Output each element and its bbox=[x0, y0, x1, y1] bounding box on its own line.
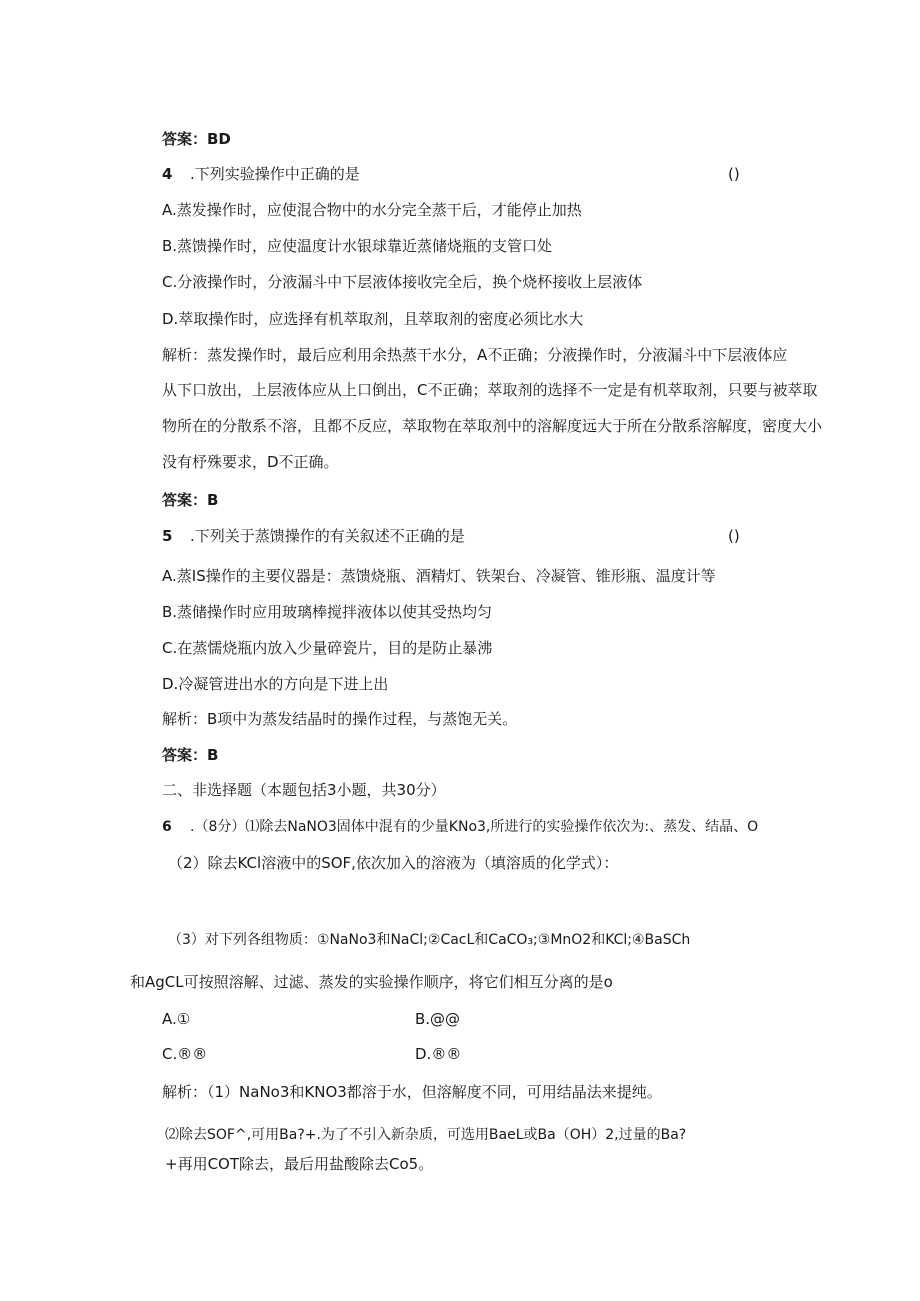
question-6-option-b: B.@@ bbox=[415, 1010, 461, 1028]
question-6-option-d: D.®® bbox=[415, 1045, 462, 1063]
question-6-line-1 bbox=[162, 816, 758, 838]
question-5-option-c: C.在蒸懦烧瓶内放入少量碎瓷片，目的是防止暴沸 bbox=[162, 639, 493, 657]
question-5-analysis: 解析：B项中为蒸发结晶时的操作过程，与蒸饱无关。 bbox=[162, 710, 518, 728]
question-4-analysis-line-3: 物所在的分散系不溶，且都不反应，萃取物在萃取剂中的溶解度远大于所在分散系溶解度，密度大小 bbox=[162, 417, 823, 435]
question-6-analysis-1: 解析：（1）NaNo3和KNO3都溶于水，但溶解度不同，可用结晶法来提纯。 bbox=[162, 1083, 662, 1101]
question-4-option-b: B.蒸馈操作时，应使温度计水银球靠近蒸储烧瓶的支管口处 bbox=[162, 237, 553, 255]
question-4-bracket: () bbox=[728, 165, 740, 183]
question-5-text: .下列关于蒸馈操作的有关叙述不正确的是 bbox=[190, 527, 465, 545]
question-4-analysis-line-2: 从下口放出，上层液体应从上口倒出，C不正确；萃取剂的选择不一定是有机萃取剂，只要与被萃取 bbox=[162, 381, 818, 399]
question-5-bracket: () bbox=[728, 527, 740, 545]
question-4-number: 4 bbox=[162, 165, 173, 183]
question-4-analysis-line-4: 没有杼殊要求，D不正确。 bbox=[162, 453, 339, 471]
question-4-text: .下列实验操作中正确的是 bbox=[190, 165, 360, 183]
question-4-option-a: A.蒸发操作时，应使混合物中的水分完全蒸干后，才能停止加热 bbox=[162, 201, 582, 219]
answer-q5: 答案：B bbox=[162, 746, 219, 764]
question-4-option-c: C.分液操作时，分液漏斗中下层液体接收完全后，换个烧杯接收上层液体 bbox=[162, 273, 643, 291]
question-6-number: 6 bbox=[162, 819, 172, 835]
answer-q4: 答案：B bbox=[162, 491, 219, 509]
question-6-line-3: （3）对下列各组物质：①NaNo3和NaCl;②CacL和CaCO₃;③MnO2和KCl;④BaSCh bbox=[168, 932, 691, 948]
section-2-heading: 二、非选择题（本题包括3小题，共30分） bbox=[162, 781, 446, 799]
question-6-option-a: A.① bbox=[162, 1010, 191, 1028]
answer-q3: 答案：BD bbox=[162, 130, 231, 148]
question-5-option-b: B.蒸储操作时应用玻璃棒搅拌液体以使其受热均匀 bbox=[162, 603, 493, 621]
question-6-analysis-2a: ⑵除去SOF^,可用Ba?+.为了不引入新杂质，可选用BaeL或Ba（OH）2,过量的Ba? bbox=[165, 1127, 687, 1143]
question-5-option-d: D.冷凝管进出水的方向是下进上出 bbox=[162, 675, 389, 693]
question-6-line-4: 和AgCL可按照溶解、过滤、蒸发的实验操作顺序，将它们相互分离的是o bbox=[130, 973, 613, 991]
question-6-option-c: C.®® bbox=[162, 1045, 208, 1063]
question-4-option-d: D.萃取操作时，应选择有机萃取剂，且萃取剂的密度必须比水大 bbox=[162, 310, 584, 328]
question-4-analysis-line-1: 解析：蒸发操作时，最后应利用余热蒸干水分，A不正确；分液操作时，分液漏斗中下层液体应 bbox=[162, 346, 788, 364]
question-4-stem bbox=[162, 163, 360, 185]
question-5-number: 5 bbox=[162, 527, 173, 545]
question-6-text: .（8分）⑴除去NaNO3固体中混有的少量KNo3,所进行的实验操作依次为:、蒸发、结晶、O bbox=[190, 819, 759, 835]
question-5-stem bbox=[162, 525, 465, 547]
question-5-option-a: A.蒸IS操作的主要仪器是：蒸馈烧瓶、酒精灯、铁架台、冷凝管、锥形瓶、温度计等 bbox=[162, 567, 716, 585]
question-6-analysis-2b: +再用COT除去，最后用盐酸除去Co5。 bbox=[165, 1155, 434, 1173]
question-6-line-2: （2）除去KCl溶液中的SOF,依次加入的溶液为（填溶质的化学式）： bbox=[168, 854, 619, 872]
